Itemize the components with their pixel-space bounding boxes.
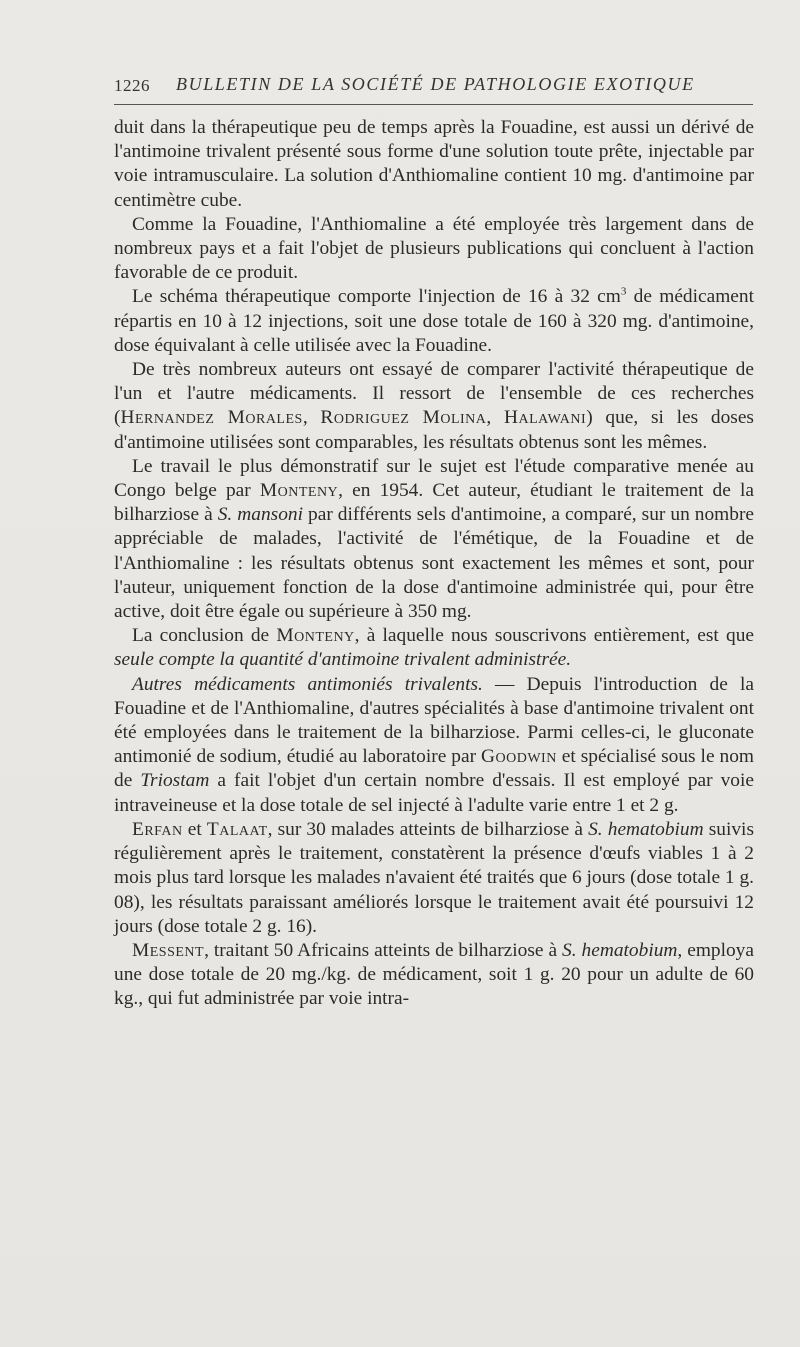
header-rule (114, 104, 753, 105)
author-name: Goodwin (481, 746, 557, 768)
paragraph-continued: duit dans la thérapeutique peu de temps après la Fouadine, est aussi un dérivé de l'antimoine trivalent présenté sous forme d'une solution toute prête, injectable par voie intramusculaire. La solution d'Anthiomaline contient 10 mg. d'antimoine par centimètre cube. (114, 117, 754, 211)
journal-title: BULLETIN DE LA SOCIÉTÉ DE PATHOLOGIE EXOTIQUE (176, 74, 695, 94)
author-name: Erfan (132, 818, 183, 840)
author-name: Hernandez Morales (120, 407, 303, 429)
section-heading: Autres médicaments antimoniés trivalents. (132, 673, 483, 695)
paragraph: Messent, traitant 50 Africains atteints de bilharziose à S. hematobium, employa une dose totale de 20 mg./kg. de médicament, soit 1 g. 20 pour un adulte de 60 kg., qui fut administrée par voie intra- (114, 939, 754, 1010)
running-head (114, 72, 754, 102)
author-name: Talaat (206, 818, 268, 840)
paragraph: Le travail le plus démonstratif sur le sujet est l'étude comparative menée au Congo belge par Monteny, en 1954. Cet auteur, étudiant le traitement de la bilharziose à S. mansoni par différents sels d'antimoine, a comparé, sur un nombre appréciable de malades, l'activité de l'émétique, de la Fouadine et de l'Anthiomaline : les résultats obtenus sont exactement les mêmes et sont, pour l'auteur, uniquement fonction de la dose d'antimoine administrée qui, pour être active, doit être égale ou supérieure à 350 mg. (114, 455, 755, 623)
species-name: S. hematobium (588, 818, 704, 840)
species-name: S. hematobium (562, 939, 678, 961)
author-name: Messent (132, 939, 205, 961)
emphasis: seule compte la quantité d'antimoine trivalent administrée. (114, 649, 572, 671)
paragraph: Autres médicaments antimoniés trivalents. — Depuis l'introduction de la Fouadine et de l'Anthiomaline, d'autres spécialités à base d'antimoine trivalent ont été employées dans le traitement de la bilharziose. Parmi celles-ci, le gluconate antimonié de sodium, étudié au laboratoire par Goodwin et spécialisé sous le nom de Triostam a fait l'objet d'un certain nombre d'essais. Il est employé par voie intraveineuse et la dose totale de sel injecté à l'adulte varie entre 1 et 2 g. (114, 673, 755, 816)
body-text (114, 116, 754, 1012)
author-name: Halawani (503, 407, 587, 429)
paragraph: Erfan et Talaat, sur 30 malades atteints de bilharziose à S. hematobium suivis régulièrement après le traitement, constatèrent la présence d'œufs viables 1 à 2 mois plus tard lorsque les malades n'avaient été traités que 6 jours (dose totale 1 g. 08), les résultats paraissant améliorés lorsque le traitement avait été poursuivi 12 jours (dose totale 2 g. 16). (114, 818, 754, 937)
drug-name: Triostam (140, 770, 210, 792)
paragraph: Comme la Fouadine, l'Anthiomaline a été employée très largement dans de nombreux pays et a fait l'objet de plusieurs publications qui concluent à l'action favorable de ce produit. (114, 213, 754, 284)
paragraph: La conclusion de Monteny, à laquelle nous souscrivons entièrement, est que seule compte la quantité d'antimoine trivalent administrée. (114, 625, 754, 671)
superscript: 3 (620, 285, 627, 298)
paragraph: De très nombreux auteurs ont essayé de comparer l'activité thérapeutique de l'un et l'autre médicaments. Il ressort de l'ensemble de ces recherches (Hernandez Morales, Rodriguez Molina, Halawani) que, si les doses d'antimoine utilisées sont comparables, les résultats obtenus sont les mêmes. (114, 359, 754, 453)
author-name: Rodriguez Molina (320, 407, 487, 429)
paragraph: Le schéma thérapeutique comporte l'injection de 16 à 32 $cm^3$ de médicament répartis en 10 à 12 injections, soit une dose totale de 160 à 320 mg. d'antimoine, dose équivalant à celle utilisée avec la Fouadine. (114, 285, 754, 356)
author-name: Monteny (259, 480, 339, 502)
page-number: 1226 (114, 76, 150, 95)
author-name: Monteny (276, 625, 355, 647)
species-name: S. mansoni (217, 504, 303, 526)
